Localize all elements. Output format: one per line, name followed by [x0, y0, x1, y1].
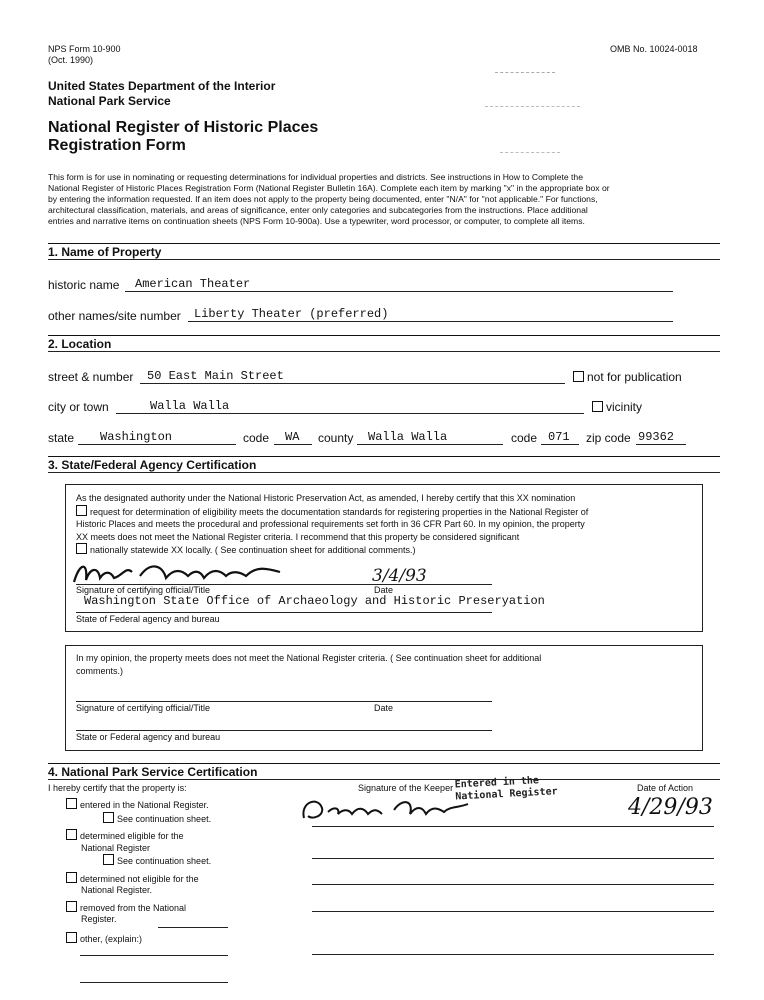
continuation-checkbox[interactable] — [103, 812, 114, 823]
receipt-stamp-date — [485, 96, 580, 107]
section-4-title: 4. National Park Service Certification — [48, 765, 258, 779]
section-rule — [48, 472, 720, 473]
form-subtitle: Registration Form — [48, 137, 186, 154]
other-explain-line — [158, 927, 228, 928]
other-names-value[interactable]: Liberty Theater (preferred) — [194, 307, 389, 321]
historic-name-line — [125, 291, 673, 292]
section-2-title: 2. Location — [48, 337, 112, 351]
keeper-label: Signature of the Keeper — [358, 783, 454, 793]
cert-line: XX meets does not meet the National Register criteria. I recommend that this property be considered significant — [76, 531, 520, 542]
section-3-title: 3. State/Federal Agency Certification — [48, 458, 257, 472]
request-checkbox[interactable] — [76, 505, 87, 516]
city-label: city or town — [48, 400, 109, 414]
agency-label: State of Federal agency and bureau — [76, 614, 220, 624]
option-not-eligible-cont: National Register. — [81, 885, 153, 895]
not-eligible-checkbox[interactable] — [66, 872, 77, 883]
instructions — [48, 172, 728, 227]
vicinity[interactable]: vicinity — [592, 400, 642, 414]
cert-line: request for determination of eligibility meets the documentation standards for registering properties in the National Register of — [76, 505, 696, 519]
street-label: street & number — [48, 370, 134, 384]
keeper-line — [312, 884, 714, 885]
signature-label: Signature of certifying official/Title — [76, 703, 211, 713]
form-title: National Register of Historic Places — [48, 119, 319, 136]
other-checkbox[interactable] — [66, 932, 77, 943]
instruction-line: This form is for use in nominating or requesting determinations for individual properties and districts. See instructions in How to Complete the — [48, 172, 583, 182]
code-line — [274, 444, 312, 445]
section-rule — [48, 335, 720, 336]
receipt-stamp-mark — [500, 144, 560, 153]
instruction-line: by entering the information requested. If an item does not apply to the property being documented, enter "N/A" for "not applicable." For functions, — [48, 194, 598, 204]
option-sub[interactable]: See continuation sheet. — [66, 812, 246, 826]
historic-name-label: historic name — [48, 278, 120, 292]
removed-checkbox[interactable] — [66, 901, 77, 912]
section-rule — [48, 259, 720, 260]
omb-number: OMB No. 10024-0018 — [610, 44, 698, 54]
opinion-text — [76, 652, 696, 677]
code-label: code — [243, 431, 270, 445]
nps-options — [66, 798, 246, 945]
option-not-eligible[interactable]: determined not eligible for the — [66, 872, 246, 886]
agency-line — [76, 612, 492, 613]
state-line — [78, 444, 236, 445]
other-names-label: other names/site number — [48, 309, 181, 323]
action-date[interactable]: 4/29/93 — [628, 795, 713, 820]
city-line — [116, 413, 584, 414]
zip-line — [636, 444, 686, 445]
entered-checkbox[interactable] — [66, 798, 77, 809]
other-explain-line — [80, 955, 228, 956]
section-1-title: 1. Name of Property — [48, 245, 162, 259]
county-code-label: code — [511, 431, 538, 445]
option-eligible-cont: National Register — [81, 842, 151, 853]
county-value[interactable]: Walla Walla — [368, 430, 448, 444]
option-removed-cont: Register. — [81, 914, 117, 924]
zip-label: zip code — [586, 431, 631, 445]
form-date: (Oct. 1990) — [48, 55, 94, 65]
date-action-label: Date of Action — [637, 783, 694, 793]
date-label: Date — [374, 585, 394, 595]
section-rule — [48, 779, 720, 780]
signature-label: Signature of certifying official/Title — [76, 585, 211, 595]
signature-date[interactable]: 3/4/93 — [372, 566, 427, 586]
signature-line — [76, 701, 492, 702]
cert-line: As the designated authority under the National Historic Preservation Act, as amended, I hereby certify that this XX nomination — [76, 493, 576, 503]
street-value[interactable]: 50 East Main Street — [147, 369, 284, 383]
city-value[interactable]: Walla Walla — [150, 399, 230, 413]
keeper-line — [312, 954, 714, 955]
form-number: NPS Form 10-900 — [48, 44, 121, 54]
historic-name-value[interactable]: American Theater — [135, 277, 251, 291]
code-value[interactable]: WA — [285, 430, 300, 444]
entered-stamp: Entered in the National Register — [454, 775, 558, 803]
opinion-line: comments.) — [76, 665, 124, 676]
agency-label: State or Federal agency and bureau — [76, 732, 221, 742]
cert-line: Historic Places and meets the procedural and professional requirements set forth in 36 CFR Part 60. In my opinion, the property — [76, 519, 585, 529]
vicinity-checkbox[interactable] — [592, 401, 603, 412]
certify-intro: I hereby certify that the property is: — [48, 783, 187, 793]
keeper-line — [312, 826, 714, 827]
state-label: state — [48, 431, 75, 445]
department: United States Department of the Interior — [48, 79, 276, 93]
option-entered[interactable]: entered in the National Register. — [66, 798, 246, 812]
section-rule — [48, 351, 720, 352]
agency-value[interactable]: Washington State Office of Archaeology and Historic Preseryation — [84, 594, 545, 608]
receipt-stamp — [495, 62, 555, 73]
date-label: Date — [374, 703, 394, 713]
eligible-checkbox[interactable] — [66, 829, 77, 840]
option-other[interactable]: other, (explain:) — [66, 932, 246, 946]
continuation-checkbox[interactable] — [103, 854, 114, 865]
county-code-line — [541, 444, 579, 445]
option-eligible[interactable]: determined eligible for the — [66, 829, 246, 843]
keeper-line — [312, 858, 714, 859]
option-removed[interactable]: removed from the National — [66, 901, 246, 915]
county-code-value[interactable]: 071 — [548, 430, 570, 444]
not-for-publication[interactable]: not for publication — [573, 370, 682, 384]
instruction-line: National Register of Historic Places Registration Form (National Register Bulletin 16A). Complete each item by marking "x" in the appropriate box or — [48, 183, 610, 193]
agency: National Park Service — [48, 94, 171, 108]
instruction-line: entries and narrative items on continuation sheets (NPS Form 10-900a). Use a typewriter, word processor, or computer, to complete all items. — [48, 216, 585, 226]
county-line — [357, 444, 503, 445]
instruction-line: architectural classification, materials, and areas of significance, enter only categories and subcategories from the instructions. Place additional — [48, 205, 588, 215]
keeper-signature — [298, 792, 478, 828]
certification-text — [76, 492, 696, 557]
street-line — [140, 383, 565, 384]
keeper-line — [312, 911, 714, 912]
section-rule — [48, 456, 720, 457]
other-names-line — [188, 321, 673, 322]
not-for-publication-checkbox[interactable] — [573, 371, 584, 382]
opinion-line: In my opinion, the property meets does not meet the National Register criteria. ( See continuation sheet for additional — [76, 653, 542, 663]
county-label: county — [318, 431, 354, 445]
option-sub[interactable]: See continuation sheet. — [66, 854, 246, 868]
cert-line: nationally statewide XX locally. ( See continuation sheet for additional comments.) — [76, 543, 696, 557]
agency-line — [76, 730, 492, 731]
nationally-checkbox[interactable] — [76, 543, 87, 554]
section-rule — [48, 243, 720, 244]
zip-value[interactable]: 99362 — [638, 430, 675, 444]
other-explain-line — [80, 982, 228, 983]
state-value[interactable]: Washington — [100, 430, 173, 444]
section-rule — [48, 763, 720, 764]
